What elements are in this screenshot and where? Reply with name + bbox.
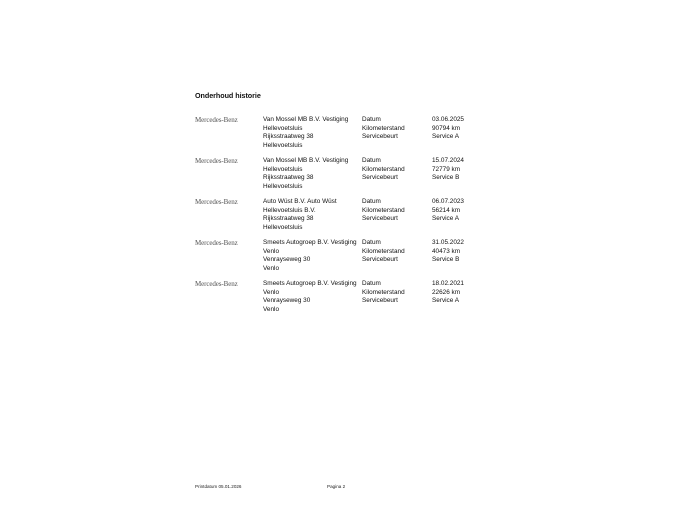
service-label: Servicebeurt [362,133,398,141]
dealer-street: Venrayseweg 30 [263,297,311,305]
brand-logo: Mercedes-Benz [195,157,238,165]
mileage-label: Kilometerstand [362,124,405,132]
date-value: 03.06.2025 [432,116,464,123]
date-value: 15.07.2024 [432,157,464,164]
dealer-line: Venlo [263,288,279,296]
dealer-city: Venlo [263,264,279,272]
service-value: Service A [432,133,459,141]
page-number: Pagina 2 [327,484,346,489]
print-date: Printdatum 05.01.2026 [195,484,242,489]
mileage-label: Kilometerstand [362,247,405,255]
brand-logo: Mercedes-Benz [195,116,238,124]
field-labels [362,198,405,224]
service-entry [0,280,685,320]
mileage-value: 90794 km [432,124,461,132]
mileage-value: 56214 km [432,206,461,214]
service-value: Service A [432,297,459,305]
brand-logo: Mercedes-Benz [195,239,238,247]
mileage-value: 72779 km [432,165,461,173]
dealer-city: Hellevoetsluis [263,223,303,231]
dealer-street: Rijksstraatweg 38 [263,215,314,223]
mileage-label: Kilometerstand [362,165,405,173]
date-value: 31.05.2022 [432,239,464,246]
service-entry [0,239,685,279]
dealer-name: Smeets Autogroep B.V. Vestiging [263,280,357,287]
page-title: Onderhoud historie [195,91,261,100]
dealer-address [263,239,357,273]
dealer-line: Hellevoetsluis [263,165,303,173]
mileage-label: Kilometerstand [362,288,405,296]
date-label: Datum [362,280,381,287]
mileage-value: 22626 km [432,288,461,296]
dealer-address [263,116,348,150]
dealer-address [263,198,337,232]
field-labels [362,280,405,306]
dealer-street: Venrayseweg 30 [263,256,311,264]
date-label: Datum [362,239,381,246]
service-label: Servicebeurt [362,297,398,305]
brand-logo: Mercedes-Benz [195,198,238,206]
field-values [432,157,464,183]
date-label: Datum [362,116,381,123]
dealer-line: Hellevoetsluis B.V. [263,206,316,214]
dealer-city: Hellevoetsluis [263,182,303,190]
service-entry [0,116,685,156]
field-values [432,280,464,306]
dealer-name: Auto Wüst B.V. Auto Wüst [263,198,337,205]
service-value: Service B [432,174,460,182]
dealer-street: Rijksstraatweg 38 [263,174,314,182]
service-label: Servicebeurt [362,215,398,223]
dealer-name: Van Mossel MB B.V. Vestiging [263,157,349,164]
dealer-name: Smeets Autogroep B.V. Vestiging [263,239,357,246]
dealer-name: Van Mossel MB B.V. Vestiging [263,116,349,123]
service-entry [0,198,685,238]
mileage-label: Kilometerstand [362,206,405,214]
dealer-city: Hellevoetsluis [263,141,303,149]
brand-logo: Mercedes-Benz [195,280,238,288]
service-value: Service A [432,215,459,223]
dealer-address [263,280,357,314]
field-labels [362,157,405,183]
date-value: 06.07.2023 [432,198,464,205]
service-label: Servicebeurt [362,256,398,264]
dealer-city: Venlo [263,305,279,313]
date-label: Datum [362,198,381,205]
dealer-address [263,157,348,191]
service-entry [0,157,685,197]
date-value: 18.02.2021 [432,280,464,287]
service-value: Service B [432,256,460,264]
dealer-line: Hellevoetsluis [263,124,303,132]
date-label: Datum [362,157,381,164]
mileage-value: 40473 km [432,247,461,255]
dealer-line: Venlo [263,247,279,255]
field-values [432,239,464,265]
field-labels [362,116,405,142]
field-values [432,116,464,142]
service-label: Servicebeurt [362,174,398,182]
field-values [432,198,464,224]
field-labels [362,239,405,265]
dealer-street: Rijksstraatweg 38 [263,133,314,141]
